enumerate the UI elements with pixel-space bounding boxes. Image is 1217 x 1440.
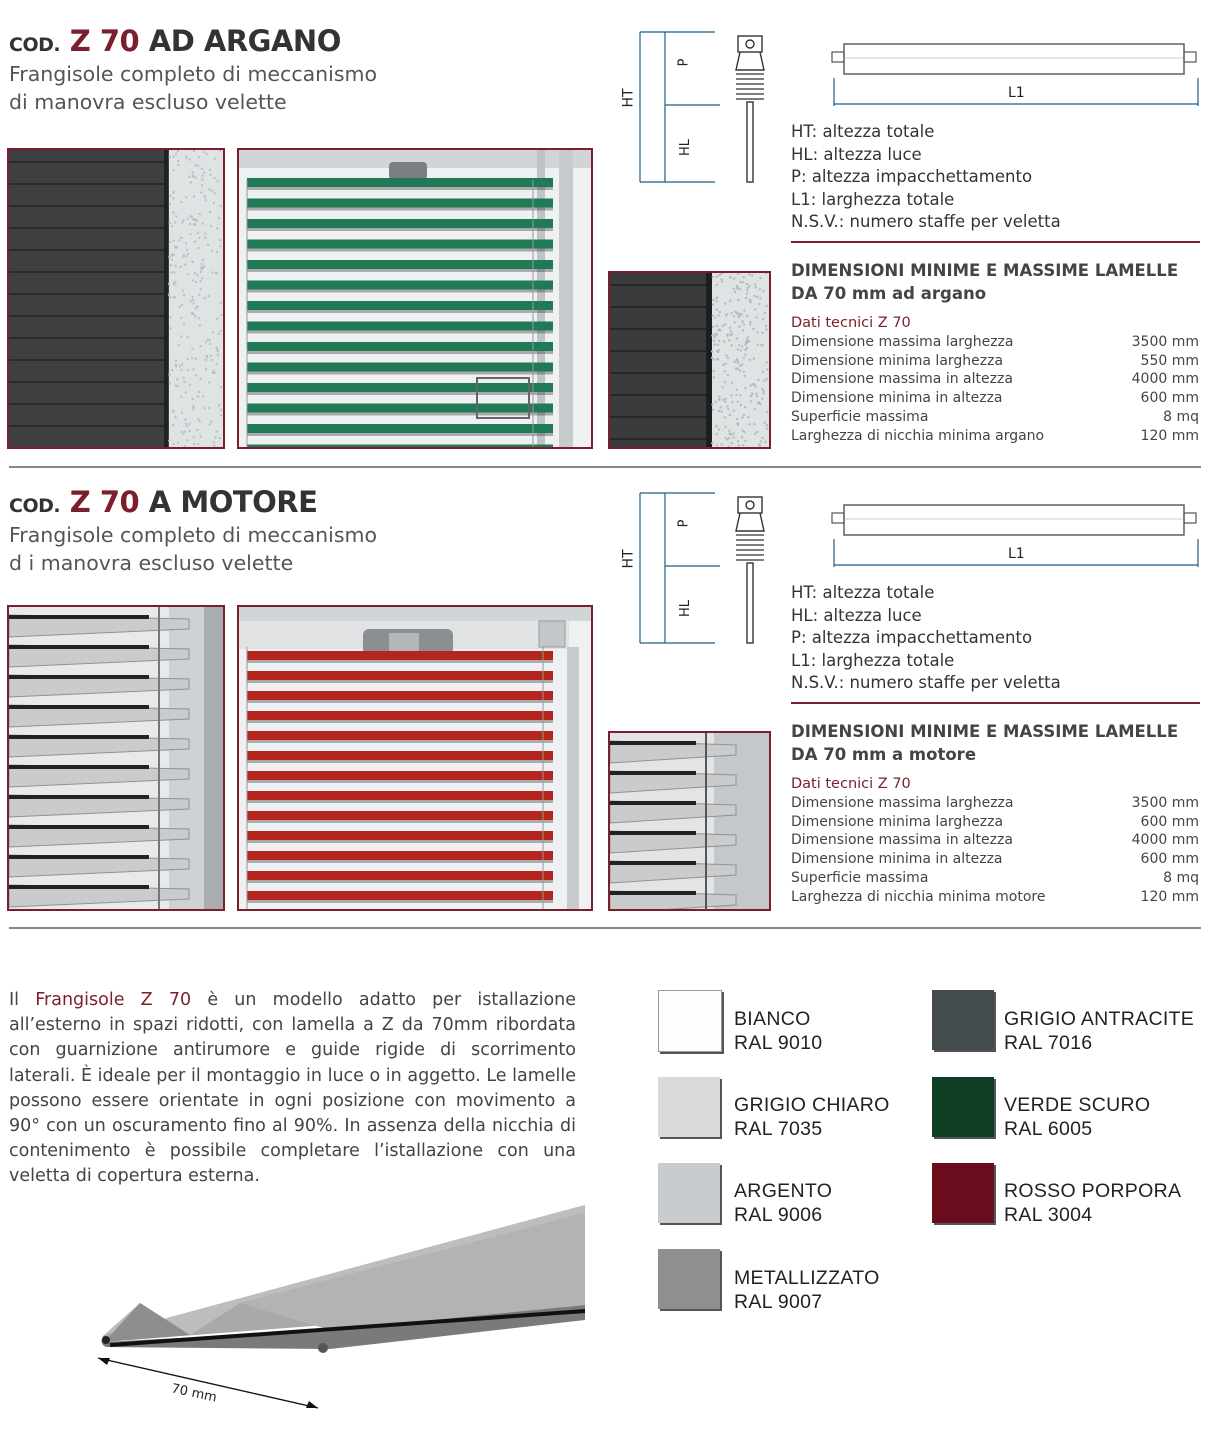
height-diagram (615, 487, 775, 647)
photo-closed-blind (7, 148, 225, 449)
section-subtitle: Frangisole completo di meccanismo di manovra escluso velette (9, 62, 378, 114)
height-diagram (615, 26, 775, 186)
spec-row: Dimensione massima in altezza 4000 mm (791, 832, 1199, 848)
l1-label: L1 (1008, 546, 1025, 562)
divider (791, 702, 1200, 704)
divider (791, 241, 1200, 243)
dimension-arrow (92, 1348, 332, 1418)
p-label: P (676, 519, 692, 528)
spec-row: Dimensione massima larghezza 3500 mm (791, 334, 1199, 350)
color-label: ROSSO PORPORA RAL 3004 (1004, 1180, 1182, 1226)
photo-detail-open (608, 731, 771, 911)
specs-subtitle: Dati tecnici Z 70 (791, 315, 911, 331)
specs-table (791, 334, 1199, 448)
color-label: GRIGIO CHIARO RAL 7035 (734, 1094, 890, 1140)
spec-row: Larghezza di nicchia minima motore 120 mm (791, 889, 1199, 905)
color-swatch-grigio-chiaro (658, 1077, 720, 1137)
section-title: COD. Z 70 A MOTORE (9, 485, 318, 519)
hl-label: HL (678, 138, 694, 157)
spec-row: Dimensione massima in altezza 4000 mm (791, 371, 1199, 387)
color-swatch-rosso-porpora (932, 1163, 994, 1223)
p-label: P (676, 58, 692, 67)
color-swatch-argento (658, 1163, 720, 1223)
color-label: METALLIZZATO RAL 9007 (734, 1267, 880, 1313)
specs-title: DIMENSIONI MINIME E MASSIME LAMELLE DA 70 mm a motore (791, 722, 1179, 764)
color-swatch-verde-scuro (932, 1077, 994, 1137)
ht-label: HT (620, 549, 637, 569)
section-separator (9, 927, 1201, 929)
color-swatch-metallizzato (658, 1249, 720, 1309)
spec-row: Superficie massima 8 mq (791, 409, 1199, 425)
photo-open-slats (7, 605, 225, 911)
color-label: ARGENTO RAL 9006 (734, 1180, 833, 1226)
specs-subtitle: Dati tecnici Z 70 (791, 776, 911, 792)
color-swatch-grigio-antracite (932, 990, 994, 1050)
product-description: Il Frangisole Z 70 è un modello adatto per istallazione all’esterno in spazi ridotti, con lamella a Z da 70mm ribordata con guarnizione antirumore e guide rigide di scorrimento laterali. È ideale per il montaggio in luce o in aggetto. Le lamelle possono essere orientate in ogni posizione con movimento a 90° con un oscuramento fino al 90%. In assenza della nicchia di contenimento è possibile completare l’istallazione con una veletta di copertura esterna. (9, 990, 577, 1187)
dimension-legend: HT: altezza totale HL: altezza luce P: altezza impacchettamento L1: larghezza totale N.S.V.: numero staffe per veletta (791, 583, 1061, 692)
color-label: BIANCO RAL 9010 (734, 1008, 823, 1054)
section-title: COD. Z 70 AD ARGANO (9, 24, 341, 58)
spec-row: Dimensione minima larghezza 600 mm (791, 814, 1199, 830)
hl-label: HL (678, 599, 694, 618)
spec-row: Dimensione minima in altezza 600 mm (791, 851, 1199, 867)
spec-row: Larghezza di nicchia minima argano 120 mm (791, 428, 1199, 444)
spec-row: Dimensione minima in altezza 600 mm (791, 390, 1199, 406)
photo-red-blind (237, 605, 593, 911)
spec-row: Dimensione minima larghezza 550 mm (791, 353, 1199, 369)
color-label: GRIGIO ANTRACITE RAL 7016 (1004, 1008, 1195, 1054)
l1-label: L1 (1008, 85, 1025, 101)
specs-table (791, 795, 1199, 909)
spec-row: Dimensione massima larghezza 3500 mm (791, 795, 1199, 811)
color-label: VERDE SCURO RAL 6005 (1004, 1094, 1151, 1140)
photo-detail (608, 271, 771, 449)
specs-title: DIMENSIONI MINIME E MASSIME LAMELLE DA 70 mm ad argano (791, 261, 1179, 303)
color-swatch-bianco (658, 990, 722, 1052)
section-subtitle: Frangisole completo di meccanismo d i manovra escluso velette (9, 523, 378, 575)
photo-green-blind (237, 148, 593, 449)
spec-row: Superficie massima 8 mq (791, 870, 1199, 886)
dimension-legend: HT: altezza totale HL: altezza luce P: altezza impacchettamento L1: larghezza totale N.S.V.: numero staffe per veletta (791, 122, 1061, 231)
section-separator (9, 466, 1201, 468)
ht-label: HT (620, 88, 637, 108)
slat-dimension-label: 70 mm (169, 1381, 219, 1406)
